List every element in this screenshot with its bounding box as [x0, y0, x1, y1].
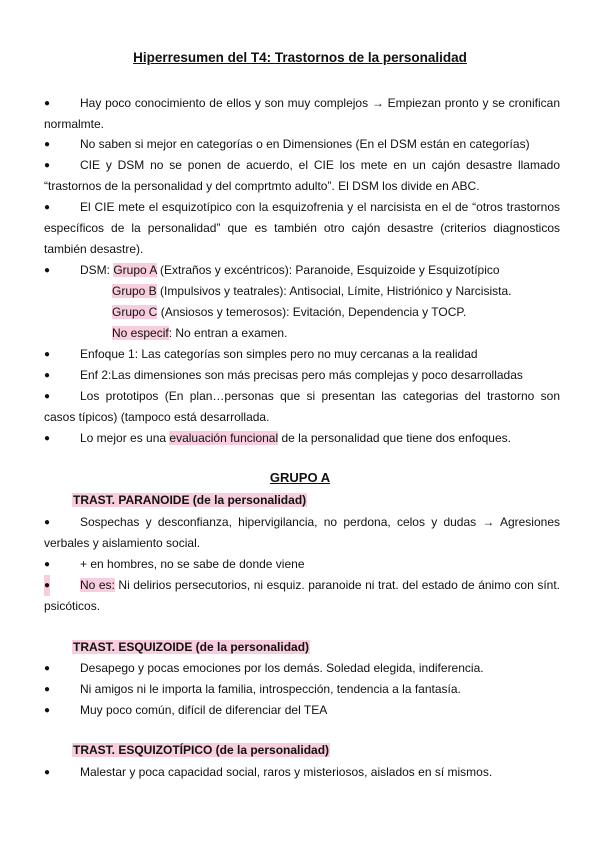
bullet-icon: ●	[44, 98, 51, 109]
dsm-no-especif: No especif: No entran a examen.	[112, 326, 288, 340]
bullet-icon: ●	[44, 160, 51, 171]
list-item: ● Desapego y pocas emociones por los demás. Soledad elegida, indiferencia.	[44, 658, 560, 679]
bullet-icon: ●	[44, 663, 51, 674]
list-item-dsm: ● DSM: Grupo A (Extraños y excéntricos): Paranoide, Esquizoide y Esquizotípico	[44, 260, 560, 281]
bullet-icon: ●	[44, 265, 51, 276]
bullet-icon: ●	[44, 139, 51, 150]
bullet-icon: ●	[44, 433, 51, 444]
bullet-icon: ●	[44, 349, 51, 360]
list-item: ● Ni amigos ni le importa la familia, introspección, tendencia a la fantasía.	[44, 679, 560, 700]
list-item: ● No saben si mejor en categorías o en Dimensiones (En el DSM están en categorías)	[44, 134, 560, 155]
no-especif-label: No especif	[112, 326, 169, 340]
list-item: ● Lo mejor es una evaluación funcional de la personalidad que tiene dos enfoques.	[44, 428, 560, 449]
bullet-icon: ●	[44, 559, 51, 570]
group-c-label: Grupo C	[112, 305, 158, 319]
section-title-grupo-a: GRUPO A	[269, 470, 331, 485]
bullet-icon: ●	[44, 370, 51, 381]
list-item: ● Los prototipos (En plan…personas que si presentan las categorias del trastorno son casos típicos) (tampoco está desarrollada.	[44, 386, 560, 428]
evaluacion-funcional-highlight: evaluación funcional	[169, 431, 279, 445]
bullet-icon: ●	[44, 575, 50, 596]
heading-esquizotipico: TRAST. ESQUIZOTÍPICO (de la personalidad)	[73, 743, 330, 757]
bullet-icon: ●	[44, 684, 51, 695]
document-title: Hiperresumen del T4: Trastornos de la personalidad	[133, 50, 467, 65]
list-item: ● Enfoque 1: Las categorías son simples pero no muy cercanas a la realidad	[44, 344, 560, 365]
list-item: ● Muy poco común, difícil de diferenciar del TEA	[44, 700, 560, 721]
list-item: ● Sospechas y desconfianza, hipervigilancia, no perdona, celos y dudas → Agresiones verbales y aislamiento social.	[44, 512, 560, 554]
bullet-icon: ●	[44, 202, 51, 213]
bullet-icon: ●	[44, 517, 51, 528]
dsm-group-b: Grupo B (Impulsivos y teatrales): Antisocial, Límite, Histriónico y Narcisista.	[112, 284, 512, 298]
dsm-group-c: Grupo C (Ansiosos y temerosos): Evitación, Dependencia y TOCP.	[112, 305, 467, 319]
list-item: ● + en hombres, no se sabe de donde viene	[44, 554, 560, 575]
heading-esquizoide: TRAST. ESQUIZOIDE (de la personalidad)	[73, 640, 310, 654]
bullet-icon: ●	[44, 767, 51, 778]
list-item: ● CIE y DSM no se ponen de acuerdo, el CIE los mete en un cajón desastre llamado “trastornos de la personalidad y del comprtmto adulto”. El DSM los divide en ABC.	[44, 155, 560, 197]
group-b-label: Grupo B	[112, 284, 157, 298]
list-item: ● Hay poco conocimiento de ellos y son muy complejos → Empiezan pronto y se cronifican normalmte.	[44, 93, 560, 135]
list-item-no-es: ● No es: Ni delirios persecutorios, ni esquiz. paranoide ni trat. del estado de ánimo con sínt. psicóticos.	[44, 575, 560, 617]
heading-paranoide: TRAST. PARANOIDE (de la personalidad)	[73, 493, 307, 507]
no-es-label: No es:	[80, 578, 115, 592]
list-item: ● Enf 2:Las dimensiones son más precisas pero más complejas y poco desarrolladas	[44, 365, 560, 386]
list-item: ● El CIE mete el esquizotípico con la esquizofrenia y el narcisista en el de “otros trastornos específicos de la personalidad” que es también otro cajón desastre (criterios diagnosticos también desastre).	[44, 197, 560, 260]
bullet-icon: ●	[44, 391, 51, 402]
list-item: ● Malestar y poca capacidad social, raros y misteriosos, aislados en sí mismos.	[44, 762, 560, 783]
group-a-label: Grupo A	[113, 263, 157, 277]
bullet-icon: ●	[44, 705, 51, 716]
